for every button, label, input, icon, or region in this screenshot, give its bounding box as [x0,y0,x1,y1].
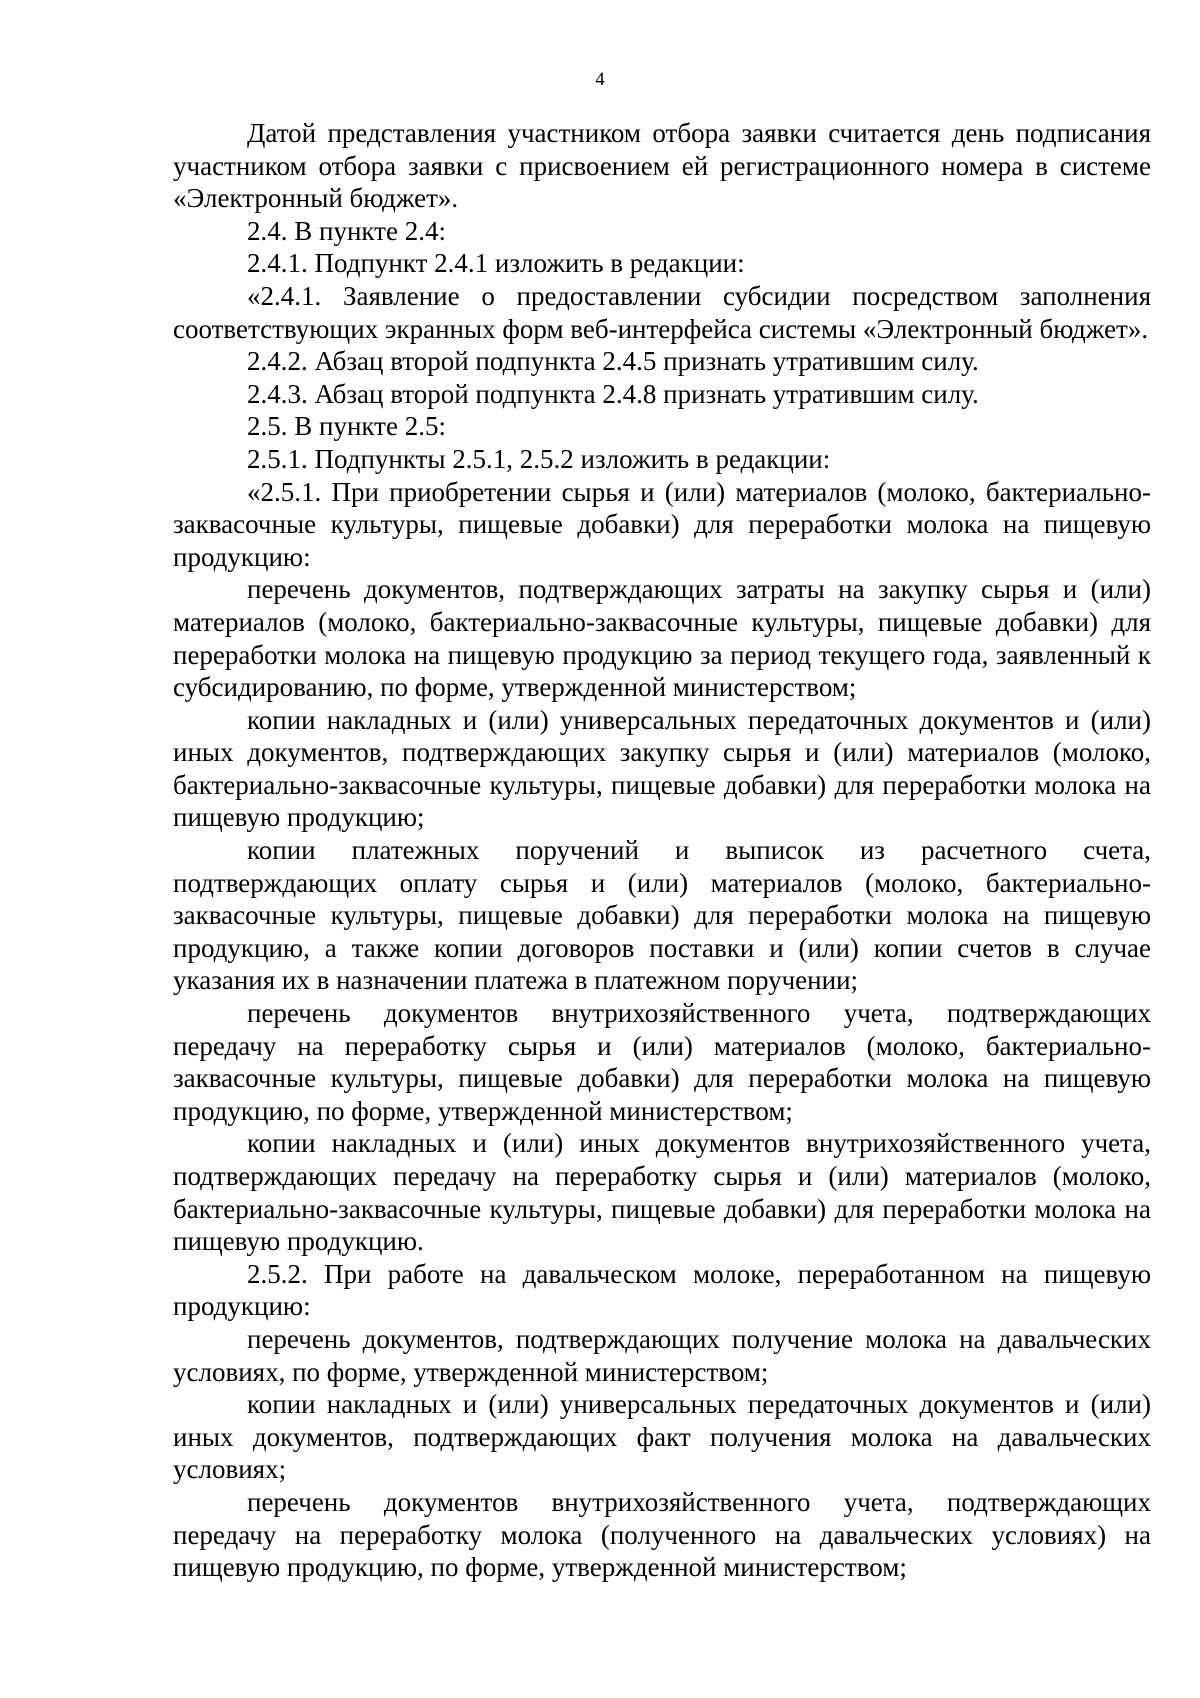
page-number: 4 [595,69,605,90]
paragraph: копии платежных поручений и выписок из расчетного счета, подтверждающих оплату сырья и (или) материалов (молоко, бактериально-заквасочные культуры, пищевые добавки) для переработки молока на пищевую продукцию, а также копии договоров поставки и (или) копии счетов в случае указания их в назначении платежа в платежном поручении; [173,835,1151,996]
paragraph: копии накладных и (или) универсальных передаточных документов и (или) иных документов, подтверждающих закупку сырья и (или) материалов (молоко, бактериально-заквасочные культуры, пищевые добавки) для переработки молока на пищевую продукцию; [173,704,1151,833]
paragraph: «2.5.1. При приобретении сырья и (или) материалов (молоко, бактериально-заквасочные культуры, пищевые добавки) для переработки молока на пищевую продукцию: [173,476,1151,572]
paragraph: перечень документов внутрихозяйственного учета, подтверждающих передачу на переработку молока (полученного на давальческих условиях) на пищевую продукцию, по форме, утвержденной министерством; [173,1486,1151,1583]
document-body [173,117,1151,1584]
paragraph: копии накладных и (или) иных документов внутрихозяйственного учета, подтверждающих передачу на переработку сырья и (или) материалов (молоко, бактериально-заквасочные культуры, пищевые добавки) для переработки молока на пищевую продукцию. [173,1128,1151,1257]
paragraph: перечень документов, подтверждающих получение молока на давальческих условиях, по форме, утвержденной министерством; [173,1323,1151,1387]
paragraph: перечень документов, подтверждающих затраты на закупку сырья и (или) материалов (молоко, бактериально-заквасочные культуры, пищевые добавки) для переработки молока на пищевую продукцию за период текущего года, заявленный к субсидированию, по форме, утвержденной министерством; [173,574,1151,703]
paragraph: перечень документов внутрихозяйственного учета, подтверждающих передачу на переработку сырья и (или) материалов (молоко, бактериально-заквасочные культуры, пищевые добавки) для переработки молока на пищевую продукцию, по форме, утвержденной министерством; [173,998,1151,1126]
paragraph: копии накладных и (или) универсальных передаточных документов и (или) иных документов, подтверждающих факт получения молока на давальческих условиях; [173,1389,1151,1485]
paragraph: Датой представления участником отбора заявки считается день подписания участником отбора заявки с присвоением ей регистрационного номера в системе «Электронный бюджет». [173,118,1151,214]
paragraph: 2.4.2. Абзац второй подпункта 2.4.5 признать утратившим силу. [247,346,979,377]
paragraph: 2.5.1. Подпункты 2.5.1, 2.5.2 изложить в редакции: [247,443,831,474]
paragraph: 2.4.3. Абзац второй подпункта 2.4.8 признать утратившим силу. [247,378,979,409]
paragraph: 2.5.2. При работе на давальческом молоке, переработанном на пищевую продукцию: [173,1258,1151,1322]
paragraph: «2.4.1. Заявление о предоставлении субсидии посредством заполнения соответствующих экранных форм веб-интерфейса системы «Электронный бюджет». [173,280,1151,344]
paragraph: 2.5. В пункте 2.5: [247,411,446,442]
paragraph: 2.4. В пункте 2.4: [247,215,446,246]
paragraph: 2.4.1. Подпункт 2.4.1 изложить в редакции: [247,248,745,279]
